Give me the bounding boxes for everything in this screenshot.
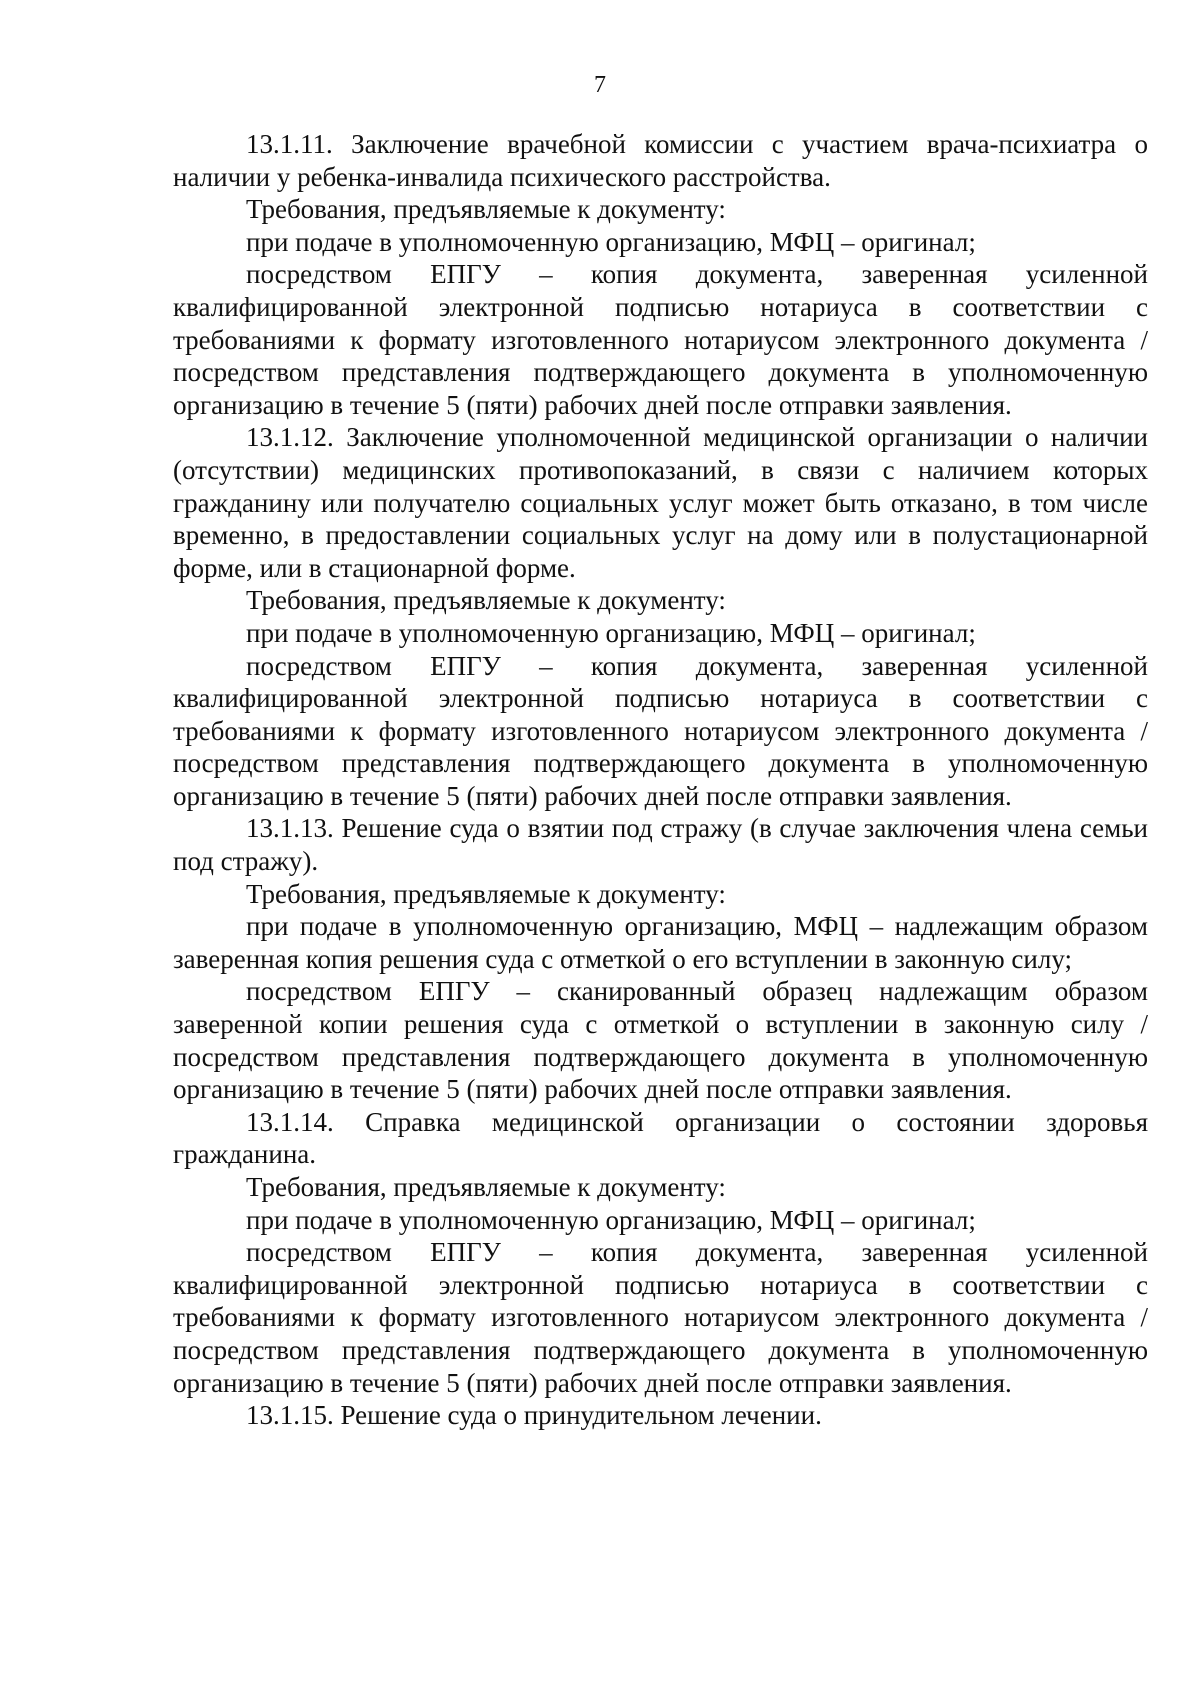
item-13-1-11-title: 13.1.11. Заключение врачебной комиссии с участием врача-психиатра о наличии у ребенка-инвалида психического расстройства. bbox=[173, 129, 1148, 192]
page-number: 7 bbox=[594, 72, 606, 98]
requirement-epgu: посредством ЕПГУ – копия документа, заверенная усиленной квалифицированной электронной подписью нотариуса в соответствии с требованиями к формату изготовленного нотариусом электронного документа / посредством представления подтверждающего документа в уполномоченную организацию в течение 5 (пяти) рабочих дней после отправки заявления. bbox=[173, 650, 1148, 811]
requirements-heading: Требования, предъявляемые к документу: bbox=[246, 585, 726, 616]
item-13-1-12-title: 13.1.12. Заключение уполномоченной медицинской организации о наличии (отсутствии) медицинских противопоказаний, в связи с наличием которых гражданину или получателю социальных услуг может быть отказано, в том числе временно, в предоставлении социальных услуг на дому или в полустационарной форме, или в стационарной форме. bbox=[173, 422, 1148, 583]
item-13-1-13-title: 13.1.13. Решение суда о взятии под стражу (в случае заключения члена семьи под стражу). bbox=[173, 813, 1148, 877]
requirement-in-person: при подаче в уполномоченную организацию, МФЦ – оригинал; bbox=[246, 1204, 976, 1235]
requirements-heading: Требования, предъявляемые к документу: bbox=[246, 1172, 726, 1202]
item-13-1-15-title: 13.1.15. Решение суда о принудительном лечении. bbox=[246, 1400, 822, 1431]
requirement-in-person: при подаче в уполномоченную организацию, МФЦ – оригинал; bbox=[246, 226, 976, 257]
requirement-in-person: при подаче в уполномоченную организацию, МФЦ – надлежащим образом заверенная копия решения суда с отметкой о его вступлении в законную силу; bbox=[173, 911, 1148, 974]
requirements-heading: Требования, предъявляемые к документу: bbox=[246, 878, 726, 909]
requirement-epgu: посредством ЕПГУ – копия документа, заверенная усиленной квалифицированной электронной подписью нотариуса в соответствии с требованиями к формату изготовленного нотариусом электронного документа / посредством представления подтверждающего документа в уполномоченную организацию в течение 5 (пяти) рабочих дней после отправки заявления. bbox=[173, 1237, 1148, 1398]
requirement-epgu: посредством ЕПГУ – копия документа, заверенная усиленной квалифицированной электронной подписью нотариуса в соответствии с требованиями к формату изготовленного нотариусом электронного документа / посредством представления подтверждающего документа в уполномоченную организацию в течение 5 (пяти) рабочих дней после отправки заявления. bbox=[173, 259, 1148, 420]
item-13-1-14-title: 13.1.14. Справка медицинской организации о состоянии здоровья гражданина. bbox=[173, 1106, 1148, 1170]
requirements-heading: Требования, предъявляемые к документу: bbox=[246, 194, 726, 225]
requirement-in-person: при подаче в уполномоченную организацию, МФЦ – оригинал; bbox=[246, 617, 976, 648]
document-body bbox=[173, 128, 1148, 1432]
requirement-epgu: посредством ЕПГУ – сканированный образец надлежащим образом заверенной копии решения суда с отметкой о вступлении в законную силу / посредством представления подтверждающего документа в уполномоченную организацию в течение 5 (пяти) рабочих дней после отправки заявления. bbox=[173, 976, 1148, 1105]
